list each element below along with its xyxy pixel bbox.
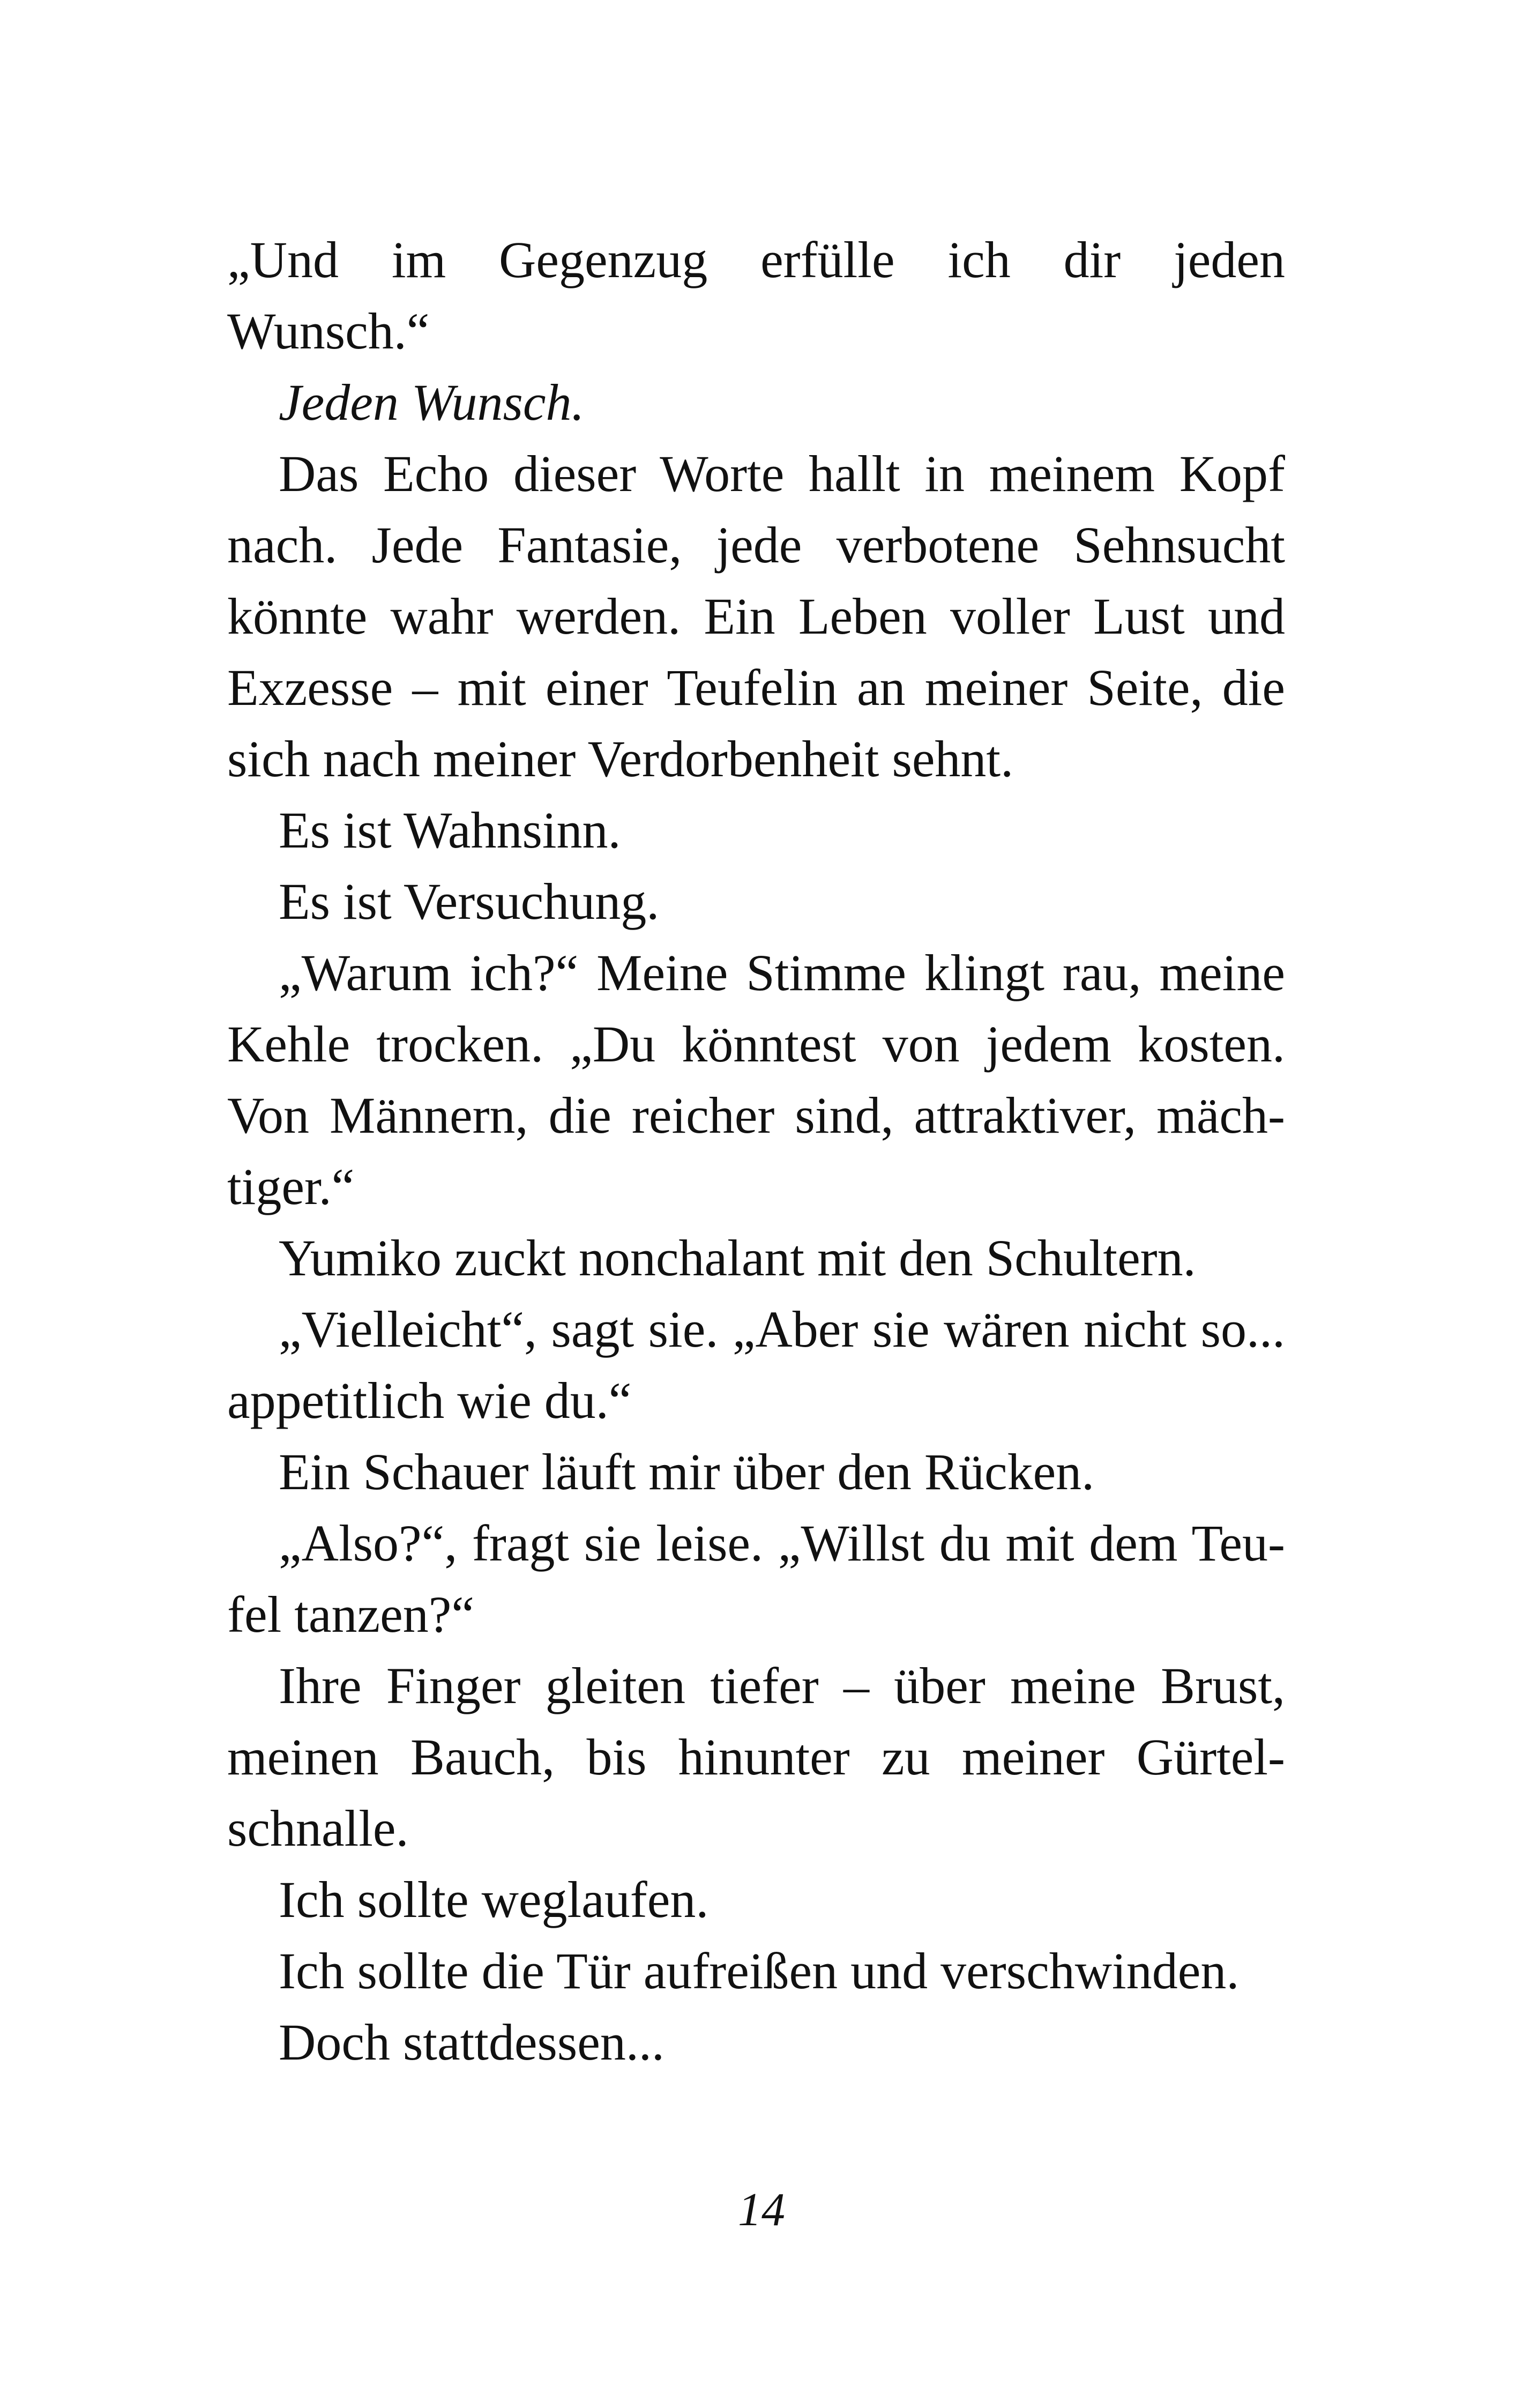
- text-line: Doch stattdessen...: [279, 2013, 665, 2071]
- text-line: Es ist Versuchung.: [279, 873, 660, 930]
- text-line: „Vielleicht“, sagt sie. „Aber sie wären nicht so...: [279, 1300, 1285, 1358]
- text-line: „Und im Gegenzug erfülle ich dir jeden: [227, 231, 1285, 288]
- text-line: schnalle.: [227, 1800, 409, 1857]
- body-text: [227, 224, 1285, 2078]
- text-line: Ihre Finger gleiten tiefer – über meine Brust,: [279, 1657, 1285, 1714]
- text-line-italic: Jeden Wunsch.: [279, 374, 585, 431]
- text-line: Wunsch.“: [227, 302, 430, 360]
- text-line: meinen Bauch, bis hinunter zu meiner Gürtel-: [227, 1728, 1285, 1786]
- text-line: könnte wahr werden. Ein Leben voller Lust und: [227, 588, 1285, 645]
- text-line: nach. Jede Fantasie, jede verbotene Sehnsucht: [227, 516, 1285, 574]
- text-line: Von Männern, die reicher sind, attraktiver, mäch-: [227, 1087, 1285, 1144]
- text-line: Das Echo dieser Worte hallt in meinem Kopf: [279, 445, 1285, 502]
- page-number: 14: [738, 2184, 785, 2236]
- text-line: Exzesse – mit einer Teufelin an meiner Seite, die: [227, 659, 1285, 716]
- text-line: „Warum ich?“ Meine Stimme klingt rau, meine: [279, 944, 1285, 1001]
- text-line: Es ist Wahnsinn.: [279, 801, 621, 859]
- text-line: Kehle trocken. „Du könntest von jedem kosten.: [227, 1015, 1285, 1073]
- text-line: „Also?“, fragt sie leise. „Willst du mit dem Teu-: [279, 1514, 1285, 1572]
- text-line: Ich sollte die Tür aufreißen und verschwinden.: [279, 1942, 1240, 2000]
- text-line: appetitlich wie du.“: [227, 1372, 632, 1429]
- text-line: Ich sollte weglaufen.: [279, 1871, 709, 1928]
- text-line: Ein Schauer läuft mir über den Rücken.: [279, 1443, 1095, 1500]
- text-line: fel tanzen?“: [227, 1586, 474, 1643]
- text-line: sich nach meiner Verdorbenheit sehnt.: [227, 730, 1014, 787]
- text-line: tiger.“: [227, 1158, 355, 1215]
- text-line: Yumiko zuckt nonchalant mit den Schultern.: [279, 1229, 1196, 1287]
